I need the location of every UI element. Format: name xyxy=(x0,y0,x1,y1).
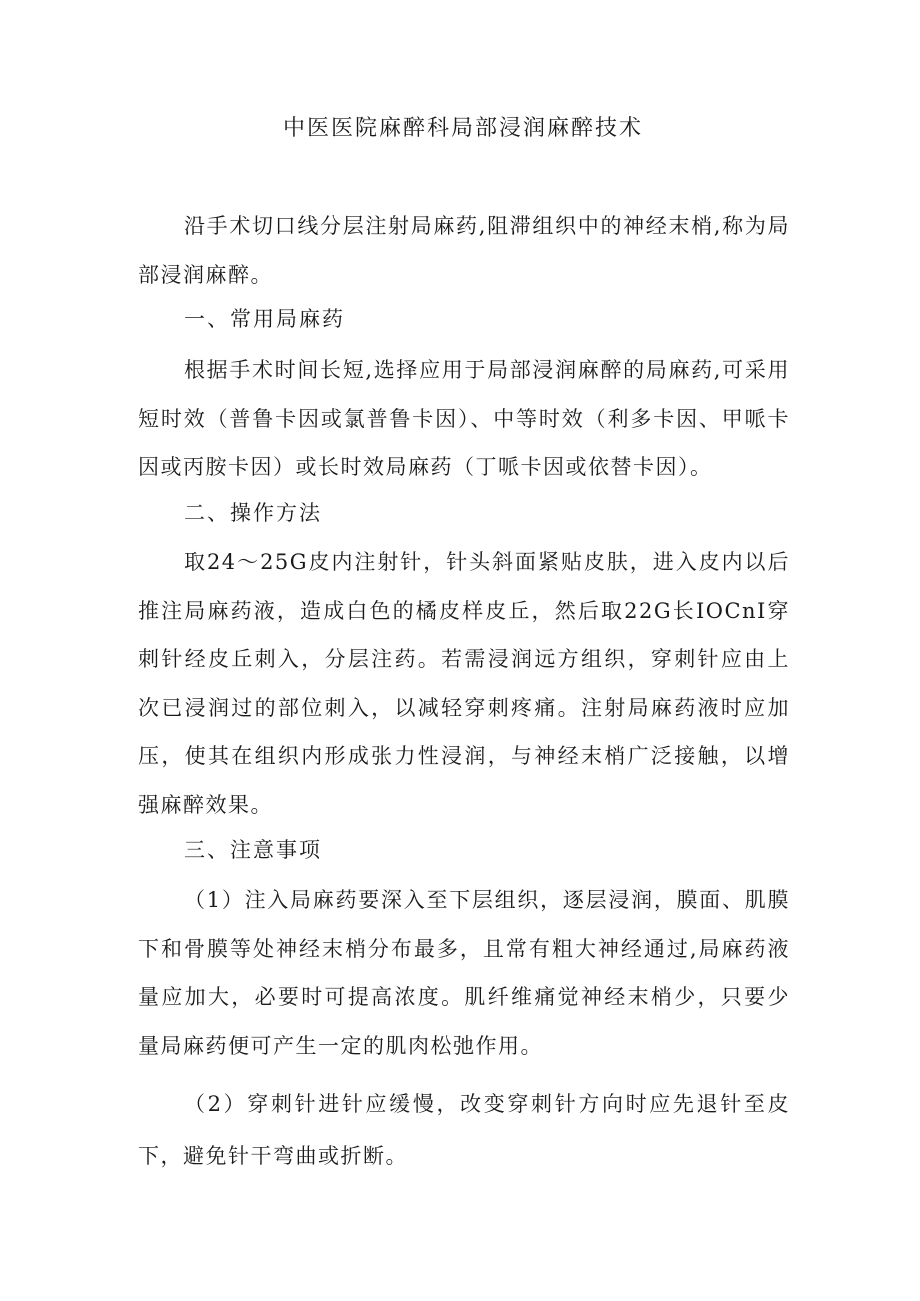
intro-paragraph: 沿手术切口线分层注射局麻药,阻滞组织中的神经末梢,称为局部浸润麻醉。 xyxy=(138,214,790,287)
section-heading-anesthetics: 一、常用局麻药 xyxy=(184,307,345,331)
precaution-item-1: （1）注入局麻药要深入至下层组织，逐层浸润，膜面、肌膜下和骨膜等处神经末梢分布最多，且常有粗大神经通过,局麻药液量应加大，必要时可提高浓度。肌纤维痛觉神经末梢少，只要少量局麻药便可产生一定的肌肉松弛作用。 xyxy=(138,888,790,1058)
precaution-item-2: （2）穿刺针进针应缓慢，改变穿刺针方向时应先退针至皮下，避免针干弯曲或折断。 xyxy=(138,1092,790,1168)
section-heading-procedure: 二、操作方法 xyxy=(184,501,322,525)
section-paragraph-procedure: 取24～25G皮内注射针，针头斜面紧贴皮肤，进入皮内以后推注局麻药液，造成白色的橘皮样皮丘，然后取22G长IOCnI穿刺针经皮丘刺入，分层注药。若需浸润远方组织，穿刺针应由上次已浸润过的部位刺入，以减轻穿刺疼痛。注射局麻药液时应加压，使其在组织内形成张力性浸润，与神经末梢广泛接触，以增强麻醉效果。 xyxy=(138,550,790,817)
section-paragraph-anesthetics: 根据手术时间长短,选择应用于局部浸润麻醉的局麻药,可采用短时效（普鲁卡因或氯普鲁卡因）、中等时效（利多卡因、甲哌卡因或丙胺卡因）或长时效局麻药（丁哌卡因或依替卡因）。 xyxy=(138,358,790,479)
section-heading-precautions: 三、注意事项 xyxy=(184,838,322,862)
document-title: 中医医院麻醉科局部浸润麻醉技术 xyxy=(282,116,643,141)
